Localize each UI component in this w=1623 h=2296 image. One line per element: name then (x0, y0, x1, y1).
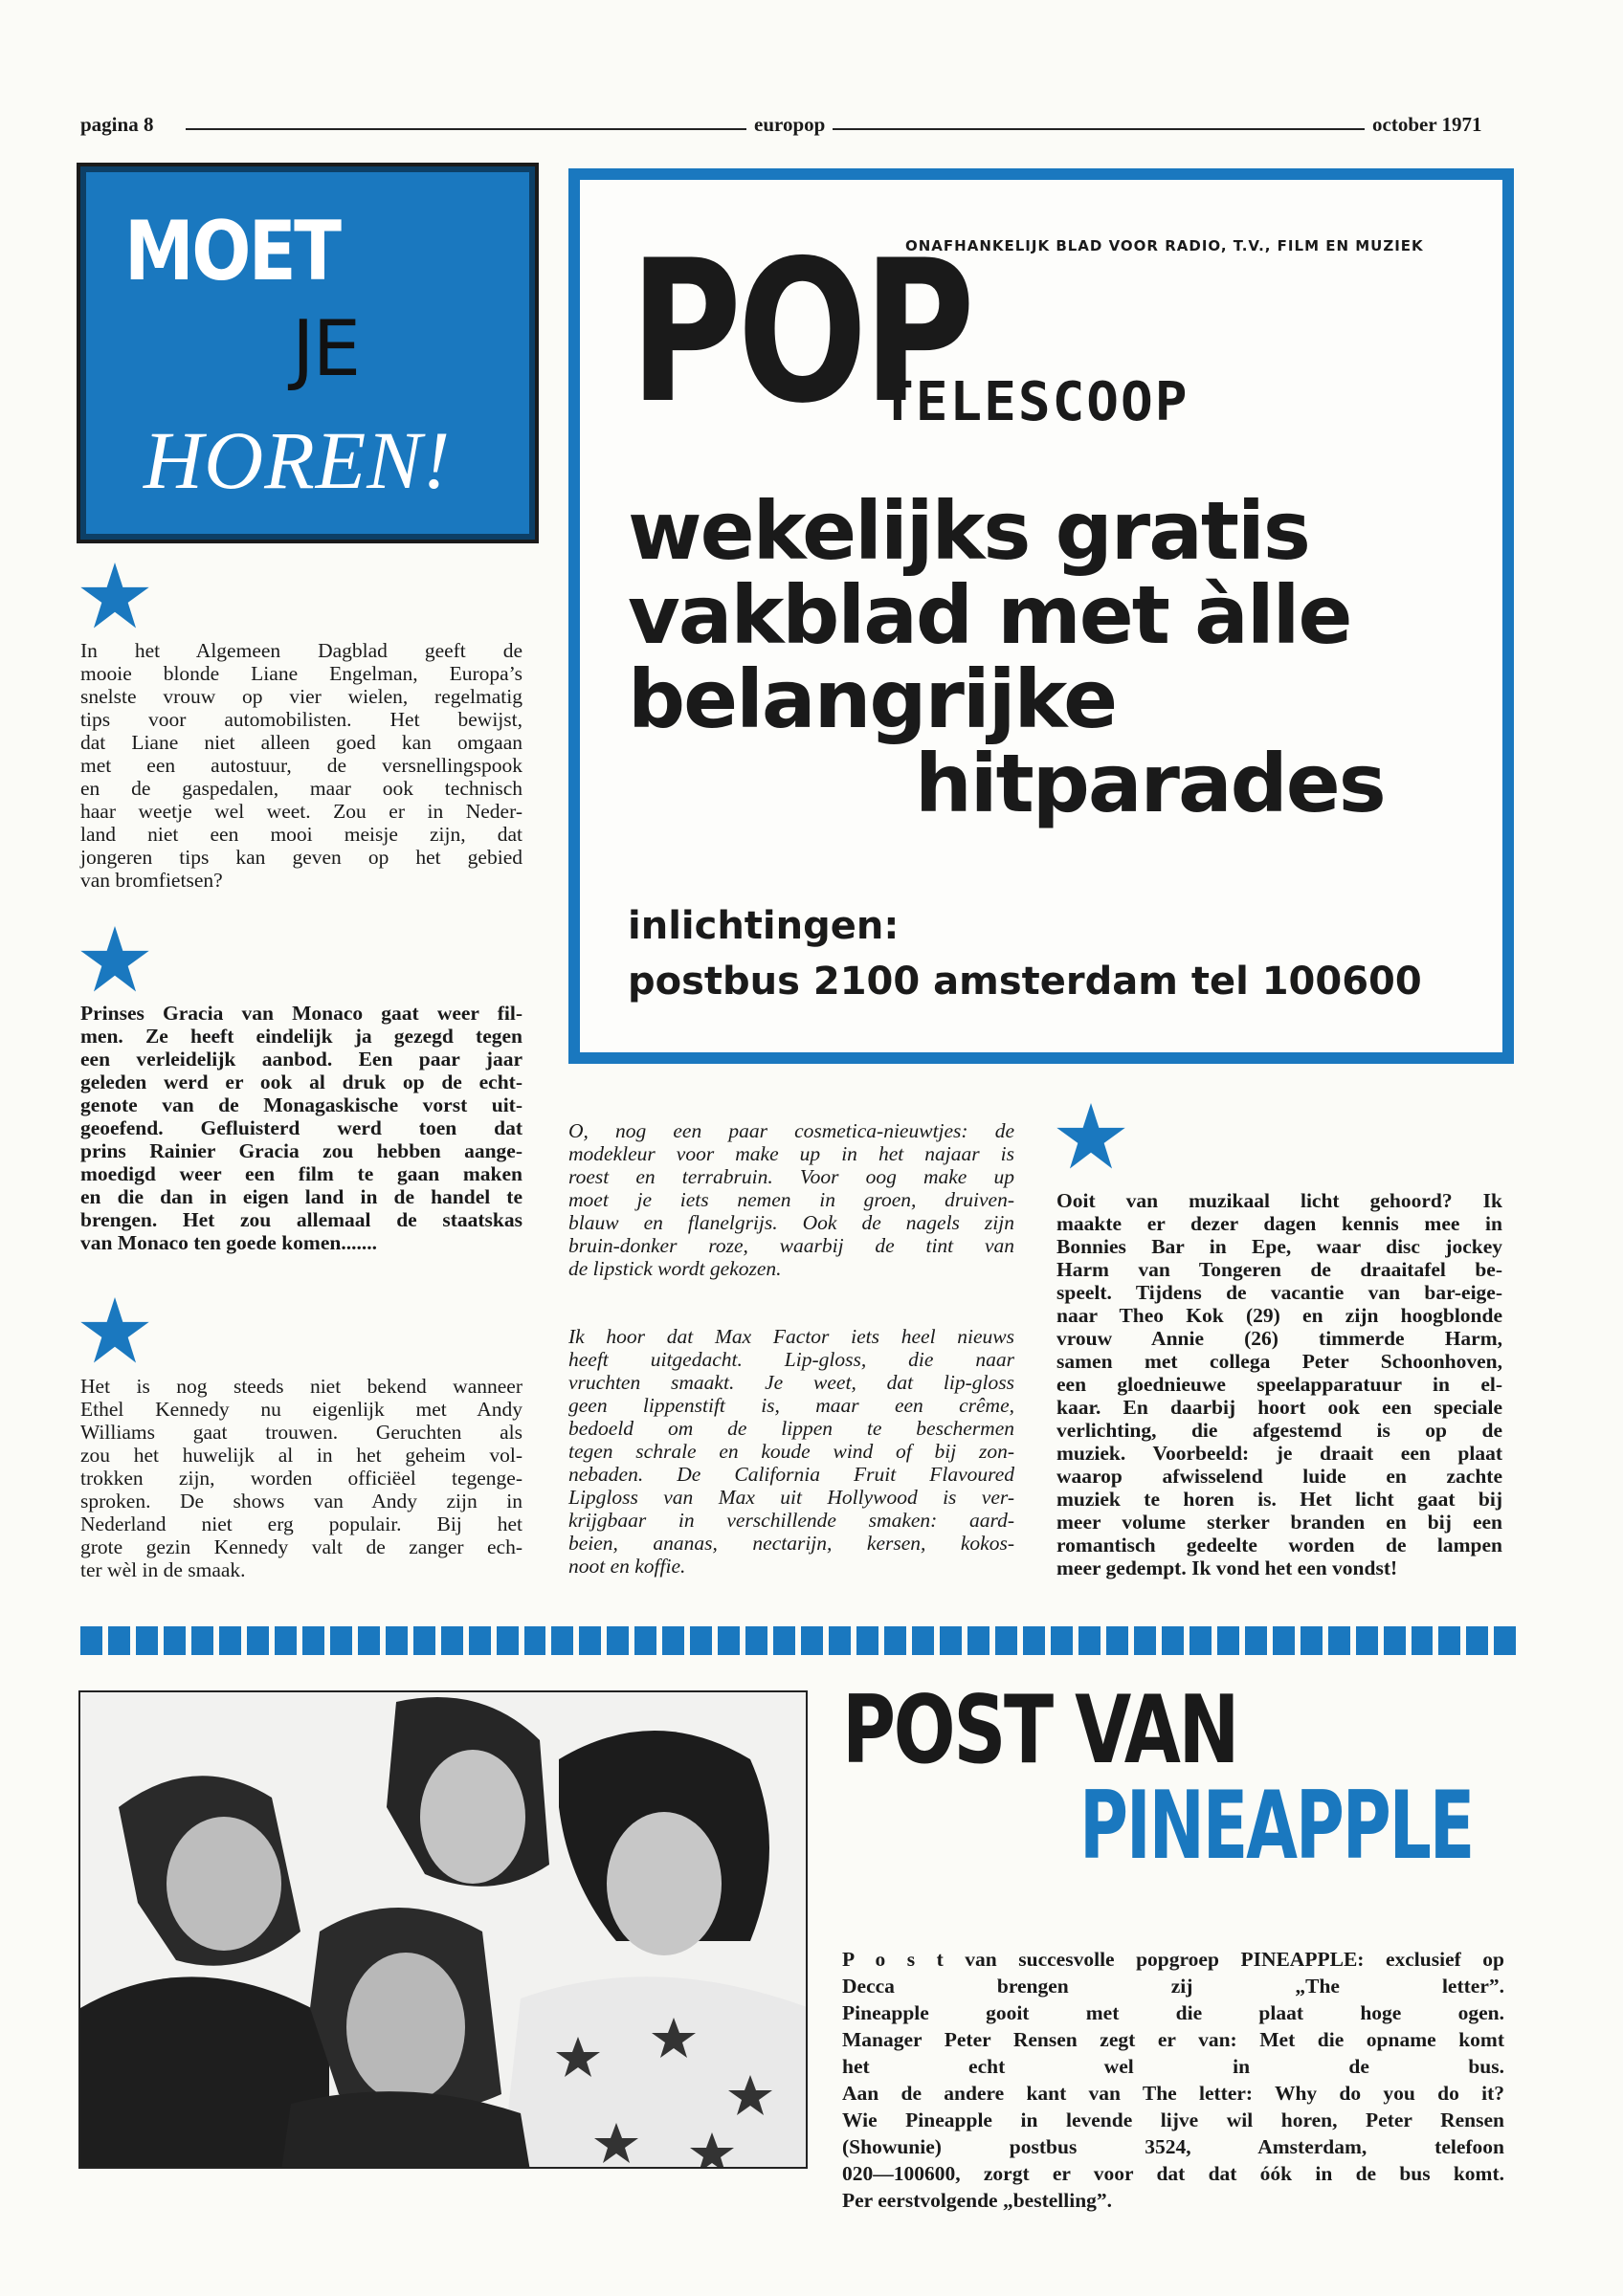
text-line: geen lippenstift is, maar een crême, (568, 1394, 1014, 1417)
divider-segment (801, 1626, 823, 1655)
text-line: een verleidelijk aanbod. Een paar jaar (80, 1048, 522, 1071)
text-line: land niet een mooi meisje zijn, dat (80, 823, 522, 846)
divider-segment (745, 1626, 767, 1655)
contact-address: postbus 2100 amsterdam tel 100600 (628, 960, 1422, 1004)
text-line: Pineapple gooit met die plaat hoge ogen. (842, 2001, 1504, 2024)
text-line: muziek. Voorbeeld: je draait een plaat (1056, 1442, 1502, 1465)
text-line: heeft uitgedacht. Lip-gloss, die naar (568, 1348, 1014, 1371)
text-line: Manager Peter Rensen zegt er van: Met die opname komt (842, 2028, 1504, 2051)
text-line: tips voor automobilisten. Het bewijst, (80, 708, 522, 731)
pop-telescoop-ad (568, 168, 1514, 1064)
moet-title: MOET (124, 204, 340, 299)
text-line: van Monaco ten goede komen....... (80, 1231, 377, 1254)
divider-segment (1466, 1626, 1488, 1655)
divider-segment (967, 1626, 989, 1655)
star-icon (78, 560, 151, 632)
text-line: nebaden. De California Fruit Flavoured (568, 1463, 1014, 1486)
column-2-paragraph-1 (568, 1119, 1014, 1280)
star-icon (78, 923, 151, 996)
divider-segment (690, 1626, 712, 1655)
text-line: meer volume sterker branden en bij een (1056, 1511, 1502, 1534)
divider-segment (108, 1626, 130, 1655)
ad-subtitle: ONAFHANKELIJK BLAD VOOR RADIO, T.V., FILM EN MUZIEK (905, 237, 1424, 254)
text-line: jongeren tips kan geven op het gebied (80, 846, 522, 869)
text-line: het echt wel in de bus. (842, 2055, 1504, 2078)
pineapple-article (842, 1946, 1504, 2214)
text-line: Bonnies Bar in Epe, waar disc jockey (1056, 1235, 1502, 1258)
text-line: en de gaspedalen, maar ook technisch (80, 777, 522, 800)
contact-label: inlichtingen: (628, 904, 900, 948)
text-line: haar weetje wel weet. Zou er in Neder- (80, 800, 522, 823)
divider-segment (191, 1626, 213, 1655)
text-line: Ethel Kennedy nu eigenlijk met Andy (80, 1398, 522, 1421)
je-title: JE (292, 304, 360, 393)
text-line: Nederland niet erg populair. Bij het (80, 1512, 522, 1535)
text-line: ter wèl in de smaak. (80, 1558, 246, 1581)
text-line: mooie blonde Liane Engelman, Europa’s (80, 662, 522, 685)
divider-segment (524, 1626, 546, 1655)
text-line: Wie Pineapple in levende lijve wil horen, Peter Rensen (842, 2108, 1504, 2131)
text-line: meer gedempt. Ik vond het een vondst! (1056, 1556, 1398, 1579)
divider-segment (1438, 1626, 1460, 1655)
divider-segment (1301, 1626, 1323, 1655)
text-line: Harm van Tongeren de draaitafel be- (1056, 1258, 1502, 1281)
text-line: blauw en flanelgrijs. Ook de nagels zijn (568, 1211, 1014, 1234)
divider-segment (1162, 1626, 1184, 1655)
text-line: prins Rainier Gracia zou hebben aange- (80, 1139, 522, 1162)
text-line: modekleur voor make up in het najaar is (568, 1142, 1014, 1165)
divider-segment (1023, 1626, 1045, 1655)
text-line: Williams gaat trouwen. Geruchten als (80, 1421, 522, 1444)
text-line: kaar. En daarbij hoort ook een speciale (1056, 1396, 1502, 1419)
column-3-paragraph-1 (1056, 1189, 1502, 1579)
divider-segment (1078, 1626, 1101, 1655)
text-line: vruchten smaakt. Je weet, dat lip-gloss (568, 1371, 1014, 1394)
text-line: genote van de Monagaskische vorst uit- (80, 1093, 522, 1116)
text-line: men. Ze heeft eindelijk ja gezegd tegen (80, 1025, 522, 1048)
divider-segment (940, 1626, 962, 1655)
text-line: geleden werd er ook al druk op de echt- (80, 1071, 522, 1093)
text-line: Decca brengen zij „The letter”. (842, 1975, 1504, 1998)
divider-segment (164, 1626, 186, 1655)
divider-segment (275, 1626, 297, 1655)
divider-segment (1328, 1626, 1350, 1655)
divider-segment (1412, 1626, 1434, 1655)
page-number: pagina 8 (80, 113, 161, 137)
text-line: moedigd weer een film te gaan maken (80, 1162, 522, 1185)
divider-segment (829, 1626, 851, 1655)
moet-je-horen-box (80, 166, 535, 540)
column-1-paragraph-1 (80, 639, 522, 892)
divider-segment (718, 1626, 740, 1655)
text-line: bruin-donker roze, waarbij de tint van (568, 1234, 1014, 1257)
text-line: Ooit van muzikaal licht gehoord? Ik (1056, 1189, 1502, 1212)
star-icon (1055, 1100, 1127, 1173)
divider-segment (773, 1626, 795, 1655)
divider-segment (497, 1626, 519, 1655)
divider-segment (1051, 1626, 1073, 1655)
column-1-paragraph-3 (80, 1375, 522, 1581)
divider-segment (884, 1626, 906, 1655)
divider-segment (607, 1626, 629, 1655)
divider-segment (358, 1626, 380, 1655)
text-line: Aan de andere kant van The letter: Why do you do it? (842, 2082, 1504, 2105)
text-line: (Showunie) postbus 3524, Amsterdam, telefoon (842, 2135, 1504, 2158)
divider-segment (247, 1626, 269, 1655)
text-line: vrouw Annie (26) timmerde Harm, (1056, 1327, 1502, 1350)
divider-segment (551, 1626, 573, 1655)
divider-segment (136, 1626, 158, 1655)
divider-segment (1134, 1626, 1156, 1655)
column-2-paragraph-2 (568, 1325, 1014, 1578)
divider-segment (1245, 1626, 1267, 1655)
text-line: muziek te horen is. Het licht gaat bij (1056, 1488, 1502, 1511)
text-line: Het is nog steeds niet bekend wanneer (80, 1375, 522, 1398)
divider-segment (413, 1626, 435, 1655)
text-line: en die dan in eigen land in de handel te (80, 1185, 522, 1208)
text-line: zou het huwelijk al in het geheim vol- (80, 1444, 522, 1467)
text-line: Ik hoor dat Max Factor iets heel nieuws (568, 1325, 1014, 1348)
divider-segment (1356, 1626, 1378, 1655)
divider-segment (579, 1626, 601, 1655)
text-line: naar Theo Kok (29) en zijn hoogblonde (1056, 1304, 1502, 1327)
divider-segment (469, 1626, 491, 1655)
text-line: samen met collega Peter Schoonhoven, (1056, 1350, 1502, 1373)
text-line: P o s t van succesvolle popgroep PINEAPPLE: exclusief op (842, 1948, 1504, 1971)
text-line: roest en terrabruin. Voor oog make up (568, 1165, 1014, 1188)
slogan-line: belangrijke (628, 652, 1117, 746)
text-line: trokken zijn, worden officiëel tegenge- (80, 1467, 522, 1490)
ad-contact (628, 898, 1422, 1009)
divider-segment (330, 1626, 352, 1655)
issue-date: october 1971 (1365, 113, 1482, 137)
divider-segment (441, 1626, 463, 1655)
text-line: verlichting, die afgestemd is op de (1056, 1419, 1502, 1442)
band-photo (78, 1690, 808, 2169)
text-line: maakte er dezer dagen kennis mee in (1056, 1212, 1502, 1235)
text-line: moet je iets nemen in groen, druiven- (568, 1188, 1014, 1211)
text-line: de lipstick wordt gekozen. (568, 1257, 782, 1280)
text-line: noot en koffie. (568, 1555, 686, 1578)
magazine-name: europop (746, 113, 833, 137)
page-header (80, 113, 1516, 147)
ad-slogan (628, 484, 1385, 830)
text-line: Per eerstvolgende „bestelling”. (842, 2189, 1113, 2212)
section-divider (80, 1626, 1516, 1655)
text-line: Lipgloss van Max uit Hollywood is ver- (568, 1486, 1014, 1509)
divider-segment (662, 1626, 684, 1655)
telescoop-title: TELESCOOP (881, 371, 1189, 433)
slogan-line: wekelijks gratis (628, 484, 1309, 578)
divider-segment (1384, 1626, 1406, 1655)
text-line: dat Liane niet alleen goed kan omgaan (80, 731, 522, 754)
divider-segment (634, 1626, 656, 1655)
pineapple-title: PINEAPPLE (1079, 1772, 1474, 1881)
text-line: beien, ananas, nectarijn, kersen, kokos- (568, 1532, 1014, 1555)
post-van-title: POST VAN (842, 1676, 1238, 1785)
divider-segment (302, 1626, 324, 1655)
text-line: krijgbaar in verschillende smaken: aard- (568, 1509, 1014, 1532)
divider-segment (1189, 1626, 1212, 1655)
text-line: brengen. Het zou allemaal de staatskas (80, 1208, 522, 1231)
divider-segment (386, 1626, 408, 1655)
star-icon (78, 1294, 151, 1367)
divider-segment (1494, 1626, 1516, 1655)
text-line: sproken. De shows van Andy zijn in (80, 1490, 522, 1512)
divider-segment (912, 1626, 934, 1655)
text-line: O, nog een paar cosmetica-nieuwtjes: de (568, 1119, 1014, 1142)
text-line: In het Algemeen Dagblad geeft de (80, 639, 522, 662)
text-line: snelste vrouw op vier wielen, regelmatig (80, 685, 522, 708)
text-line: van bromfietsen? (80, 869, 223, 892)
slogan-line: hitparades (915, 737, 1385, 830)
slogan-line: vakblad met àlle (628, 568, 1351, 662)
text-line: 020—100600, zorgt er voor dat dat óók in de bus komt. (842, 2162, 1504, 2185)
text-line: speelt. Tijdens de vacantie van bar-eige- (1056, 1281, 1502, 1304)
divider-segment (856, 1626, 878, 1655)
divider-segment (1273, 1626, 1295, 1655)
text-line: geoefend. Gefluisterd werd toen dat (80, 1116, 522, 1139)
text-line: waarop afwisselend luide en zachte (1056, 1465, 1502, 1488)
text-line: met een autostuur, de versnellingspook (80, 754, 522, 777)
pop-logo: POP (630, 219, 971, 447)
text-line: Prinses Gracia van Monaco gaat weer fil- (80, 1002, 522, 1025)
text-line: grote gezin Kennedy valt de zanger ech- (80, 1535, 522, 1558)
text-line: romantisch gedeelte worden de lampen (1056, 1534, 1502, 1556)
horen-title: HOREN! (144, 414, 452, 506)
text-line: bedoeld om de lippen te beschermen (568, 1417, 1014, 1440)
text-line: een gloednieuwe speelapparatuur in el- (1056, 1373, 1502, 1396)
divider-segment (80, 1626, 102, 1655)
divider-segment (995, 1626, 1017, 1655)
divider-segment (219, 1626, 241, 1655)
divider-segment (1217, 1626, 1239, 1655)
column-1-paragraph-2 (80, 1002, 522, 1254)
divider-segment (1106, 1626, 1128, 1655)
text-line: tegen schrale en koude wind of bij zon- (568, 1440, 1014, 1463)
